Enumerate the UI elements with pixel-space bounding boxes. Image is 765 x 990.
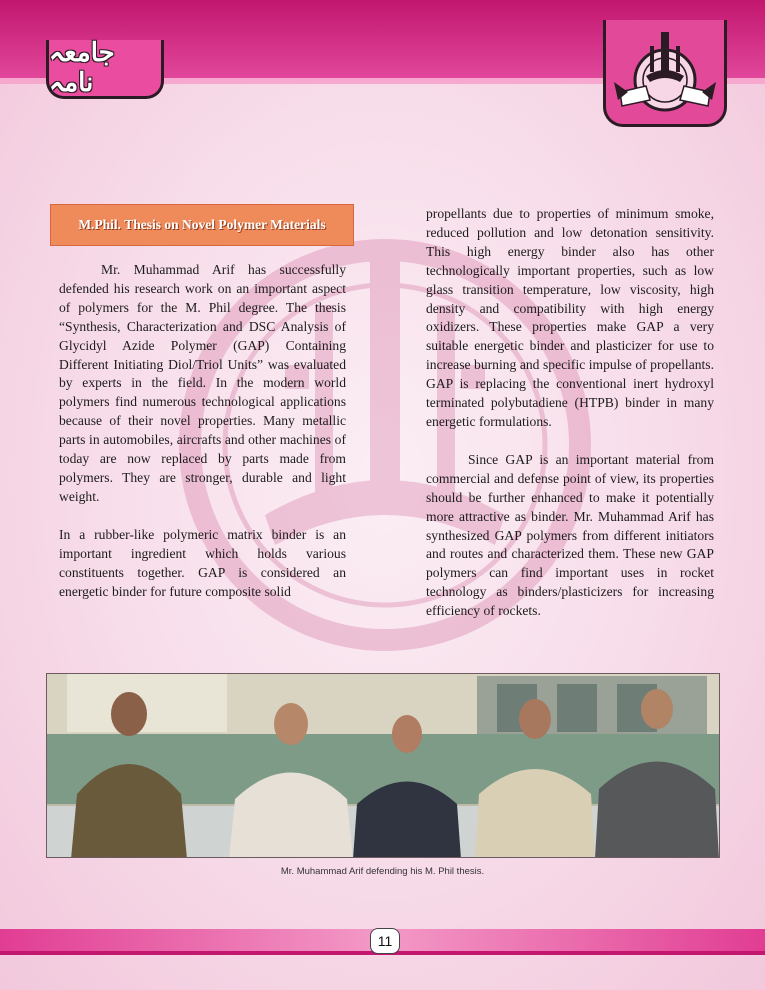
masthead-tab	[46, 40, 164, 99]
masthead-title: جامعہ نامہ	[49, 38, 115, 98]
article-heading-text: M.Phil. Thesis on Novel Polymer Materials	[78, 217, 326, 232]
article-right-column	[426, 205, 714, 621]
right-paragraph-1: propellants due to properties of minimum smoke, reduced pollution and low detonation sensitivity. This high energy binder also has other technologically important properties, such as low glass transition temperature, low viscosity, high density and compatibility with high energy oxidizers. These properties make GAP a very suitable energetic binder and plasticizer for use to increase burning and specific impulse of propellants. GAP is replacing the conventional inert hydroxyl terminated polybutadiene (HTPB) binder in many energetic formulations.	[426, 206, 714, 429]
university-logo-icon	[606, 20, 724, 124]
photo-caption: Mr. Muhammad Arif defending his M. Phil thesis.	[280, 866, 485, 877]
thesis-defense-photo	[46, 673, 720, 858]
page-number: 11	[370, 928, 400, 954]
left-paragraph-1: Mr. Muhammad Arif has successfully defended his research work on an important aspect of polymers for the M. Phil degree. The thesis “Synthesis, Characterization and DSC Analysis of Glycidyl Azide Polymer (GAP) Containing Different Initiating Diol/Triol Units” was evaluated by experts in the field. In the modern world polymers find numerous technological applications because of their novel properties. Many metallic parts in automobiles, aircrafts and other machines of today are now replaced by parts made from polymers. They are stronger, durable and light weight.	[59, 262, 346, 504]
right-paragraph-2: Since GAP is an important material from commercial and defense point of view, its properties should be further enhanced to make it potentially more attractive as binder. Mr. Muhammad Arif has synthesized GAP polymers from different initiators and routes and characterized them. These new GAP polymers can find important uses in rocket technology as binders/plasticizers for increasing efficiency of rockets.	[426, 451, 714, 619]
article-heading	[50, 204, 354, 246]
article-left-column	[59, 261, 346, 601]
university-logo-tab	[603, 20, 727, 127]
left-paragraph-2: In a rubber-like polymeric matrix binder is an important ingredient which holds various constituents together. GAP is considered an energetic binder for future composite solid	[59, 526, 346, 599]
